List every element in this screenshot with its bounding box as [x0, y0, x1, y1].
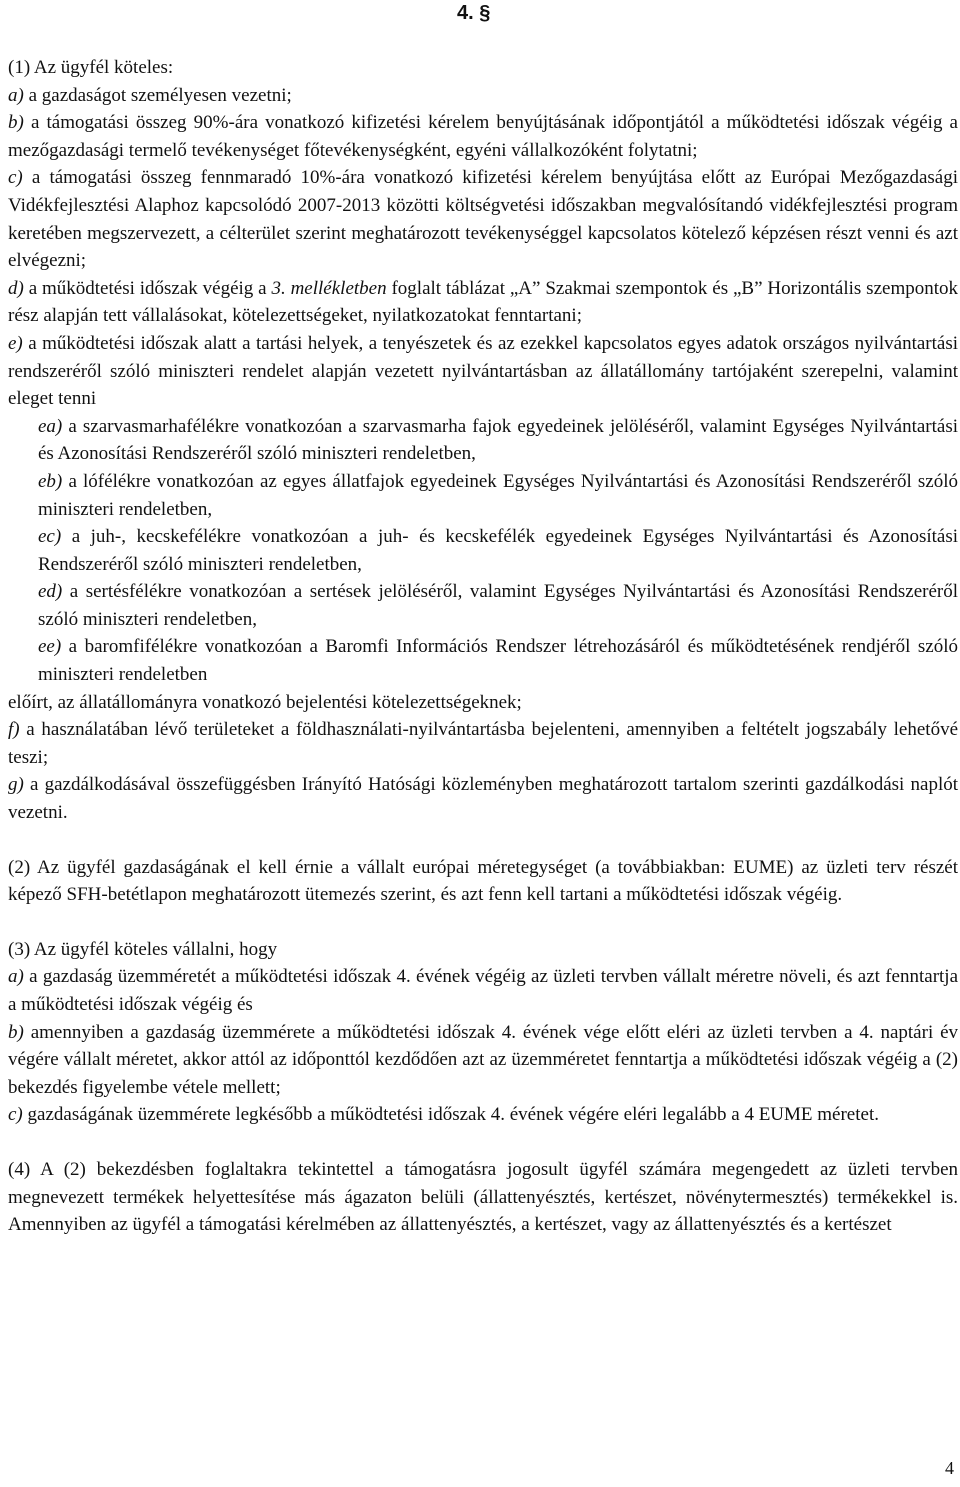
point-c [8, 164, 958, 274]
point-text: foglalt táblázat „A” Szakmai szempontok és „B” Horizontális szempontok rész alapján tett vállalásokat, kötelezettségeket, nyilatkozatokat fenntartani; [8, 277, 959, 327]
subpoint-marker: ec) [38, 526, 62, 548]
point-text: a támogatási összeg fennmaradó 10%-ára vonatkozó kifizetési kérelem benyújtása előtt az Európai Mezőgazdasági Vidékfejlesztési Alaphoz kapcsolódó 2007-2013 közötti költségvetési időszakban megvalósítandó vidékfejlesztési program keretében megszervezett, a célterület szerint meghatározott tevékenységgel kapcsolatos kötelező képzésen részt venni és azt elvégezni; [8, 167, 958, 272]
point-text: gazdaságának üzemmérete legkésőbb a működtetési időszak 4. évének végére eléri legalább a 4 EUME méretet. [27, 1104, 879, 1126]
paragraph-3-intro: (3) Az ügyfél köteles vállalni, hogy [8, 938, 278, 960]
point-text: a gazdaságot személyesen vezetni; [28, 84, 292, 106]
subpoint-ed [8, 578, 958, 633]
point-text: a gazdaság üzemméretét a működtetési időszak 4. évének végéig az üzleti tervben vállalt méretre növeli, és azt fenntartja a működtetési időszak végéig és [8, 966, 959, 1015]
subpoint-marker: ed) [38, 581, 63, 603]
p3-point-a [8, 963, 958, 1018]
point-f [8, 716, 958, 771]
point-text: a működtetési időszak alatt a tartási helyek, a tenyészetek és az ezekkel kapcsolatos egyes adatok országos nyilvántartási rendszeréről szóló miniszteri rendelet alapján vezetett nyilvántartásban az állatállomány tartójaként szerepelni, valamint eleget tenni [8, 332, 959, 410]
p3-point-b [8, 1019, 958, 1102]
subpoint-text: a szarvasmarhafélékre vonatkozóan a szarvasmarha fajok egyedeinek jelöléséről, valamint Egységes Nyilvántartási és Azonosítási Rendszeréről szóló miniszteri rendeletben, [38, 415, 959, 465]
point-g [8, 771, 958, 826]
point-text: a gazdálkodásával összefüggésben Irányító Hatósági közleményben meghatározott tartalom szerinti gazdálkodási naplót vezetni. [8, 774, 958, 824]
point-marker: g) [8, 774, 24, 796]
point-d [8, 275, 958, 330]
subpoint-text: a sertésfélékre vonatkozóan a sertések jelöléséről, valamint Egységes Nyilvántartási és Azonosítási Rendszeréről szóló miniszteri rendeletben, [38, 581, 958, 630]
point-text: a támogatási összeg 90%-ára vonatkozó kifizetési kérelem benyújtásának időpontjától a működtetési időszak végéig a mezőgazdasági termelő tevékenységet főtevékenységként, egyéni vállalkozóként folytatni; [8, 112, 958, 161]
paragraph-2: (2) Az ügyfél gazdaságának el kell érnie a vállalt európai méretegységet (a továbbiakban: EUME) az üzleti terv részét képező SFH-betétlapon meghatározott ütemezés szerint, és azt fenn kell tartani a működtetési időszak végéig. [8, 856, 958, 906]
subpoint-marker: ea) [38, 415, 63, 437]
paragraph-4: (4) A (2) bekezdésben foglaltakra tekintettel a támogatásra jogosult ügyfél számára megengedett az üzleti tervben megnevezett termékek helyettesítése más ágazaton belüli (állattenyésztés, kertészet, növénytermesztés) termékekkel is. Amennyiben az ügyfél a támogatási kérelmében az állattenyésztés, a kertészet, vagy az állattenyésztés és a kertészet [8, 1158, 958, 1236]
point-e [8, 330, 958, 413]
point-marker: f) [8, 719, 20, 741]
point-a [8, 82, 958, 110]
point-marker: c) [8, 1104, 23, 1126]
point-marker: a) [8, 966, 24, 988]
subpoint-text: a juh-, kecskefélékre vonatkozóan a juh- és kecskefélék egyedeinek Egységes Nyilvántartási és Azonosítási Rendszeréről szóló miniszteri rendeletben, [38, 526, 958, 575]
point-text: amennyiben a gazdaság üzemmérete a működtetési időszak 4. évének vége előtt eléri az üzleti tervben a 4. naptári év végére vállalt méretet, akkor attól az időponttól kezdődően azt az üzemméretet fenntartja a működtetési időszak végéig a (2) bekezdés figyelembe vétele mellett; [8, 1021, 959, 1098]
subpoint-text: a lófélékre vonatkozóan az egyes állatfajok egyedeinek Egységes Nyilvántartási és Azonosítási Rendszeréről szóló miniszteri rendeletben, [38, 470, 958, 520]
annex-reference: 3. mellékletben [271, 277, 387, 299]
point-marker: b) [8, 1021, 24, 1043]
point-b [8, 109, 958, 164]
point-text: a működtetési időszak végéig a [28, 277, 267, 299]
p3-point-c [8, 1101, 958, 1129]
document-body [8, 54, 958, 1239]
point-marker: d) [8, 277, 24, 299]
page-number: 4 [945, 1458, 954, 1478]
point-marker: b) [8, 112, 24, 134]
subpoint-marker: eb) [38, 470, 63, 492]
section-heading: 4. § [457, 2, 491, 24]
subpoint-text: a baromfifélékre vonatkozóan a Baromfi Információs Rendszer létrehozásáról és működtetésének rendjéről szóló miniszteri rendeletben [38, 636, 958, 686]
point-marker: a) [8, 84, 24, 106]
point-marker: c) [8, 167, 23, 189]
point-e-closing: előírt, az állatállományra vonatkozó bejelentési kötelezettségeknek; [8, 691, 522, 713]
paragraph-1-intro: (1) Az ügyfél köteles: [8, 57, 174, 78]
point-text: a használatában lévő területeket a földhasználati-nyilvántartásba bejelenteni, amennyiben a feltételt jogszabály lehetővé teszi; [8, 719, 959, 768]
subpoint-ee [8, 633, 958, 688]
subpoint-eb [8, 468, 958, 523]
subpoint-ec [8, 523, 958, 578]
point-marker: e) [8, 332, 23, 354]
subpoint-marker: ee) [38, 636, 62, 658]
subpoint-ea [8, 413, 958, 468]
